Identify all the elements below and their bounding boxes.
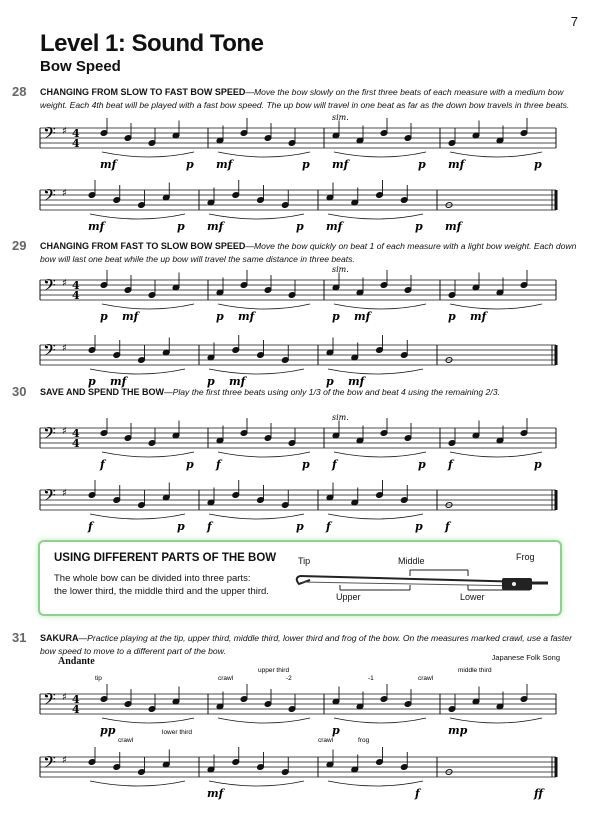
slur [218,718,310,723]
bowing-annotation: frog [358,737,370,744]
dynamic-marking: mf [470,310,487,323]
dynamic-marking: p [296,520,304,533]
dynamic-marking: p [186,158,194,171]
slur [450,718,542,723]
dynamic-marking: f [445,520,450,533]
tip-box-line-1: The whole bow can be divided into three parts: [54,573,251,584]
tip-box-body [54,572,304,598]
exercise-heading: SAVE AND SPEND THE BOW [40,387,165,397]
slur [334,152,426,157]
slur [209,214,304,219]
dynamic-marking: p [177,220,185,233]
exercise-heading: CHANGING FROM SLOW TO FAST BOW SPEED [40,87,246,97]
slur [334,452,426,457]
dynamic-marking: p [332,724,340,737]
slur [450,452,542,457]
dynamic-marking: mf [445,220,462,233]
exercise-text [40,386,580,399]
time-signature-bottom: 4 [72,703,80,716]
dynamic-marking: p [415,220,423,233]
slur [90,214,185,219]
bowing-annotation: middle third [458,667,492,674]
sharp-icon: ♯ [62,126,67,137]
slur [328,369,423,374]
slur [90,781,185,786]
bowing-annotation: tip [95,675,102,682]
slur [90,369,185,374]
dynamic-marking: mf [326,220,343,233]
dynamic-marking: p [302,458,310,471]
dynamic-marking: mf [348,375,365,388]
dynamic-marking: ff [534,787,544,800]
simile-marking: sim. [332,113,349,122]
dynamic-marking: p [332,310,340,323]
sharp-icon: ♯ [62,426,67,437]
time-signature-bottom: 4 [72,289,80,302]
page-title: Level 1: Sound Tone [40,30,264,57]
sharp-icon: ♯ [62,488,67,499]
slur [218,152,310,157]
tip-box-line-2: the lower third, the middle third and the upper third. [54,586,269,597]
bowing-annotation: upper third [258,667,290,674]
dynamic-marking: mf [354,310,371,323]
dynamic-marking: mf [110,375,127,388]
dynamic-marking: p [216,310,224,323]
time-signature-top: 4 [72,693,80,706]
music-staff [0,262,600,332]
simile-marking: sim. [332,413,349,422]
tip-box-title: USING DIFFERENT PARTS OF THE BOW [54,552,277,564]
bowing-annotation: lower third [162,729,192,736]
sharp-icon: ♯ [62,755,67,766]
dynamic-marking: f [207,520,212,533]
slur [90,514,185,519]
sharp-icon: ♯ [62,692,67,703]
exercise-heading: SAKURA [40,633,79,643]
bowing-annotation: crawl [418,675,434,682]
bass-clef-icon: 𝄢 [43,123,56,147]
slur [334,304,426,309]
slur [334,718,426,723]
sharp-icon: ♯ [62,278,67,289]
dynamic-marking: p [326,375,334,388]
exercise-description: —Play the first three beats using only 1/3 of the bow and beat 4 using the remaining 2/3. [164,387,500,397]
bass-clef-icon: 𝄢 [43,485,56,509]
time-signature-top: 4 [72,127,80,140]
music-staff [0,410,600,480]
exercise-description: —Practice playing at the tip, upper third, middle third, lower third and frog of the bow. On the measures marked crawl, use a faster bow speed to move to a different part of the bow. [40,633,572,656]
dynamic-marking: pp [100,724,116,737]
slur [218,452,310,457]
dynamic-marking: mf [448,158,465,171]
time-signature-bottom: 4 [72,437,80,450]
slur [209,514,304,519]
slur [218,304,310,309]
dynamic-marking: p [448,310,456,323]
bowing-annotation: crawl [318,737,334,744]
bass-clef-icon: 𝄢 [43,275,56,299]
bow-label-middle: Middle [398,556,425,566]
dynamic-marking: f [216,458,221,471]
slur [328,214,423,219]
page-number: 7 [570,14,578,29]
dynamic-marking: p [100,310,108,323]
bass-clef-icon: 𝄢 [43,689,56,713]
bass-clef-icon: 𝄢 [43,340,56,364]
dynamic-marking: p [88,375,96,388]
music-staff [0,172,600,242]
slur [102,452,194,457]
exercise-heading: CHANGING FROM FAST TO SLOW BOW SPEED [40,241,246,251]
time-signature-bottom: 4 [72,137,80,150]
dynamic-marking: mf [207,787,224,800]
dynamic-marking: f [100,458,105,471]
sharp-icon: ♯ [62,188,67,199]
exercise-number: 28 [12,84,27,99]
dynamic-marking: mf [100,158,117,171]
bowing-annotation: crawl [218,675,234,682]
music-staff [0,110,600,180]
exercise-text [40,86,580,111]
sharp-icon: ♯ [62,343,67,354]
dynamic-marking: p [177,520,185,533]
dynamic-marking: mf [238,310,255,323]
time-signature-top: 4 [72,279,80,292]
dynamic-marking: mf [207,220,224,233]
slur [450,152,542,157]
dynamic-marking: f [415,787,420,800]
bow-label-upper: Upper [336,592,361,602]
bow-label-lower: Lower [460,592,485,602]
exercise-number: 30 [12,384,27,399]
slur [328,514,423,519]
slur [450,304,542,309]
bow-label-tip: Tip [298,556,311,566]
tip-box [38,540,562,616]
dynamic-marking: p [302,158,310,171]
slur [209,781,304,786]
dynamic-marking: f [332,458,337,471]
bass-clef-icon: 𝄢 [43,423,56,447]
music-staff [0,729,600,819]
slur [328,781,423,786]
exercise-description: —Move the bow quickly on beat 1 of each measure with a light bow weight. Each down bow will last one beat while the up bow will travel the same distance in three beats. [40,241,577,264]
dynamic-marking: p [415,520,423,533]
bow-label-frog: Frog [516,552,535,562]
exercise-number: 29 [12,238,27,253]
song-credit: Japanese Folk Song [491,653,560,662]
exercise-number: 31 [12,630,27,645]
slur [102,718,194,723]
dynamic-marking: mf [216,158,233,171]
dynamic-marking: p [207,375,215,388]
bass-clef-icon: 𝄢 [43,185,56,209]
dynamic-marking: p [534,158,542,171]
slur [102,304,194,309]
slur [102,152,194,157]
dynamic-marking: mf [88,220,105,233]
dynamic-marking: mf [122,310,139,323]
bowing-annotation: -1 [368,675,374,682]
dynamic-marking: mf [229,375,246,388]
bow-diagram [290,564,555,600]
dynamic-marking: p [418,458,426,471]
exercise-description: —Move the bow slowly on the first three beats of each measure with a medium bow weight. Each 4th beat will be played with a fast bow speed. The up bow will travel in one beat as far as the down bow travels in three beats. [40,87,570,110]
slur [209,369,304,374]
dynamic-marking: p [296,220,304,233]
simile-marking: sim. [332,265,349,274]
bowing-annotation: -2 [286,675,292,682]
bass-clef-icon: 𝄢 [43,752,56,776]
music-staff [0,472,600,542]
dynamic-marking: p [534,458,542,471]
tempo-marking: Andante [58,656,95,667]
bowing-annotation: crawl [118,737,134,744]
dynamic-marking: mp [448,724,468,737]
dynamic-marking: p [186,458,194,471]
dynamic-marking: f [448,458,453,471]
dynamic-marking: p [418,158,426,171]
dynamic-marking: f [326,520,331,533]
time-signature-top: 4 [72,427,80,440]
dynamic-marking: f [88,520,93,533]
dynamic-marking: mf [332,158,349,171]
page-subtitle: Bow Speed [40,58,121,75]
